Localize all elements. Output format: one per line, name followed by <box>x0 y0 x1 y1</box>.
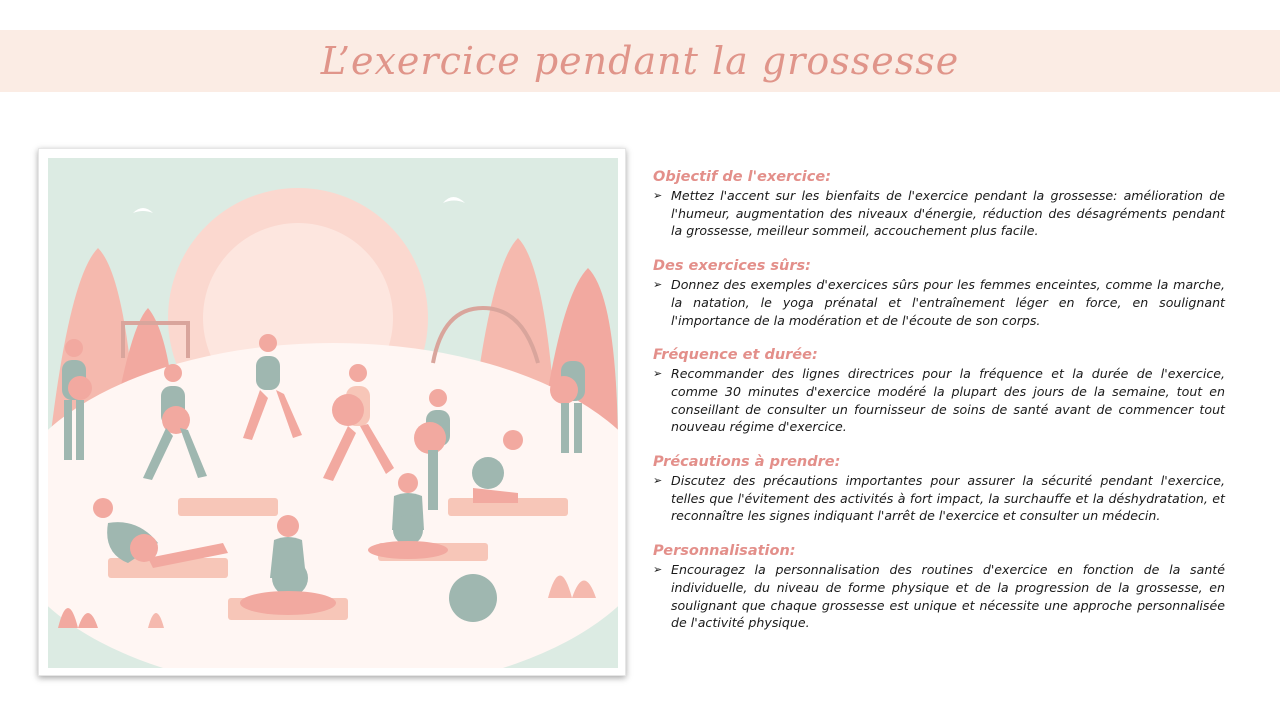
bullet-item <box>653 561 1225 632</box>
bullet-text: Encouragez la personnalisation des routines d'exercice en fonction de la santé individuelle, du niveau de forme physique et de la progression de la grossesse, en soulignant que chaque grossesse est unique et nécessite une approche personnalisée de l'activité physique. <box>671 562 1225 631</box>
bullet-text: Donnez des exemples d'exercices sûrs pour les femmes enceintes, comme la marche, la natation, le yoga prénatal et l'entraînement léger en force, en soulignant l'importance de la modération et de l'écoute de son corps. <box>671 277 1225 328</box>
slide-title: L’exercice pendant la grossesse <box>320 39 960 83</box>
title-band <box>0 30 1280 92</box>
section-objectif <box>653 168 1225 240</box>
bullet-arrow-icon: ➢ <box>653 367 663 381</box>
bullet-text: Discutez des précautions importantes pour assurer la sécurité pendant l'exercice, telles que l'évitement des activités à fort impact, la surchauffe et la déshydratation, et reconnaître les signes indiquant l'arrêt de l'exercice et consulter un médecin. <box>671 473 1225 524</box>
bullet-arrow-icon: ➢ <box>653 474 663 488</box>
bullet-text: Recommander des lignes directrices pour la fréquence et la durée de l'exercice, comme 30 minutes d'exercice modéré la plupart des jours de la semaine, tout en conseillant de consulter un fournisseur de soins de santé avant de commencer tout nouveau régime d'exercice. <box>671 366 1225 435</box>
content-column <box>653 168 1225 649</box>
section-frequence <box>653 346 1225 436</box>
bullet-arrow-icon: ➢ <box>653 278 663 292</box>
section-heading: Objectif de l'exercice: <box>653 169 832 185</box>
section-personnalisation <box>653 542 1225 632</box>
exercise-ball <box>449 574 497 622</box>
bullet-item <box>653 276 1225 329</box>
section-heading: Des exercices sûrs: <box>653 258 811 275</box>
bullet-text: Mettez l'accent sur les bienfaits de l'exercice pendant la grossesse: amélioration de l'humeur, augmentation des niveaux d'énergie, réduction des désagréments pendant la grossesse, meilleur sommeil, accouchement plus facile. <box>671 188 1225 239</box>
bullet-item <box>653 472 1225 525</box>
section-heading: Fréquence et durée: <box>653 347 818 364</box>
section-precautions <box>653 453 1225 525</box>
section-heading: Personnalisation: <box>653 543 796 560</box>
bullet-item <box>653 187 1225 240</box>
section-heading: Précautions à prendre: <box>653 454 841 471</box>
section-exercices-surs <box>653 257 1225 329</box>
bullet-arrow-icon: ➢ <box>653 563 663 577</box>
bullet-arrow-icon: ➢ <box>653 189 663 202</box>
exercise-illustration <box>48 158 618 668</box>
illustration-frame <box>38 148 626 676</box>
yoga-mat <box>178 498 278 516</box>
bullet-item <box>653 365 1225 436</box>
